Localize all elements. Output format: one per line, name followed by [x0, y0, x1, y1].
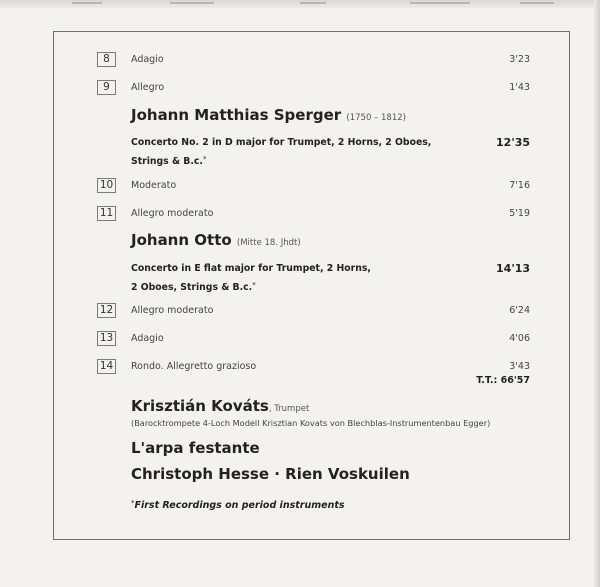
track-title: Allegro [131, 82, 165, 93]
track-title: Adagio [131, 333, 164, 344]
composer-dates: (Mitte 18. Jhdt) [236, 238, 301, 248]
work-title [131, 135, 431, 170]
soloist-role: , Trumpet [268, 404, 310, 414]
work-title [131, 261, 371, 296]
composer-heading [131, 231, 301, 249]
conductors: Christoph Hesse · Rien Voskuilen [131, 465, 410, 483]
track-number: 8 [97, 52, 116, 67]
work-title-line-2: Strings & B.c. [131, 156, 203, 167]
composer-heading [131, 106, 406, 124]
composer-name: Johann Otto [131, 231, 232, 249]
soloist-heading [131, 397, 309, 415]
footnote-text: First Recordings on period instruments [134, 500, 345, 511]
track-number: 11 [97, 206, 116, 221]
track-number: 13 [97, 331, 116, 346]
track-title: Allegro moderato [131, 305, 214, 316]
work-title-line-1: Concerto in E flat major for Trumpet, 2 Horns, [131, 263, 371, 274]
page-top-strip [0, 0, 600, 8]
track-duration: 1'43 [509, 82, 530, 93]
work-title-line-1: Concerto No. 2 in D major for Trumpet, 2 Horns, 2 Oboes, [131, 137, 432, 148]
top-strip-mark [300, 2, 326, 4]
track-duration: 3'23 [509, 54, 530, 65]
track-number: 10 [97, 178, 116, 193]
track-duration: 6'24 [509, 305, 530, 316]
soloist-name: Krisztián Kováts [131, 397, 269, 415]
total-time: T.T.: 66'57 [476, 375, 530, 386]
composer-dates: (1750 – 1812) [346, 113, 406, 123]
work-duration: 14'13 [496, 262, 530, 275]
work-duration: 12'35 [496, 136, 530, 149]
ensemble-name: L'arpa festante [131, 439, 260, 457]
composer-name: Johann Matthias Sperger [131, 106, 342, 124]
track-title: Adagio [131, 54, 164, 65]
track-duration: 3'43 [509, 361, 530, 372]
track-number: 12 [97, 303, 116, 318]
track-duration: 5'19 [509, 208, 530, 219]
first-recording-marker: * [252, 281, 256, 289]
top-strip-mark [410, 2, 470, 4]
footnote [131, 499, 345, 511]
track-number: 9 [97, 80, 116, 95]
work-title-line-2: 2 Oboes, Strings & B.c. [131, 282, 253, 293]
top-strip-mark [170, 2, 214, 4]
first-recording-marker: * [202, 155, 207, 163]
track-duration: 7'16 [509, 180, 530, 191]
top-strip-mark [520, 2, 554, 4]
top-strip-mark [72, 2, 102, 4]
track-number: 14 [97, 359, 116, 374]
footnote-marker: * [131, 499, 135, 507]
page-right-edge [594, 0, 600, 587]
track-duration: 4'06 [509, 333, 530, 344]
track-title: Allegro moderato [131, 208, 214, 219]
instrument-note: (Barocktrompete 4-Loch Modell Krisztian Kovats von Blechblas-Instrumentenbau Egger) [131, 418, 491, 428]
track-title: Moderato [131, 180, 177, 191]
track-title: Rondo. Allegretto grazioso [131, 361, 257, 372]
